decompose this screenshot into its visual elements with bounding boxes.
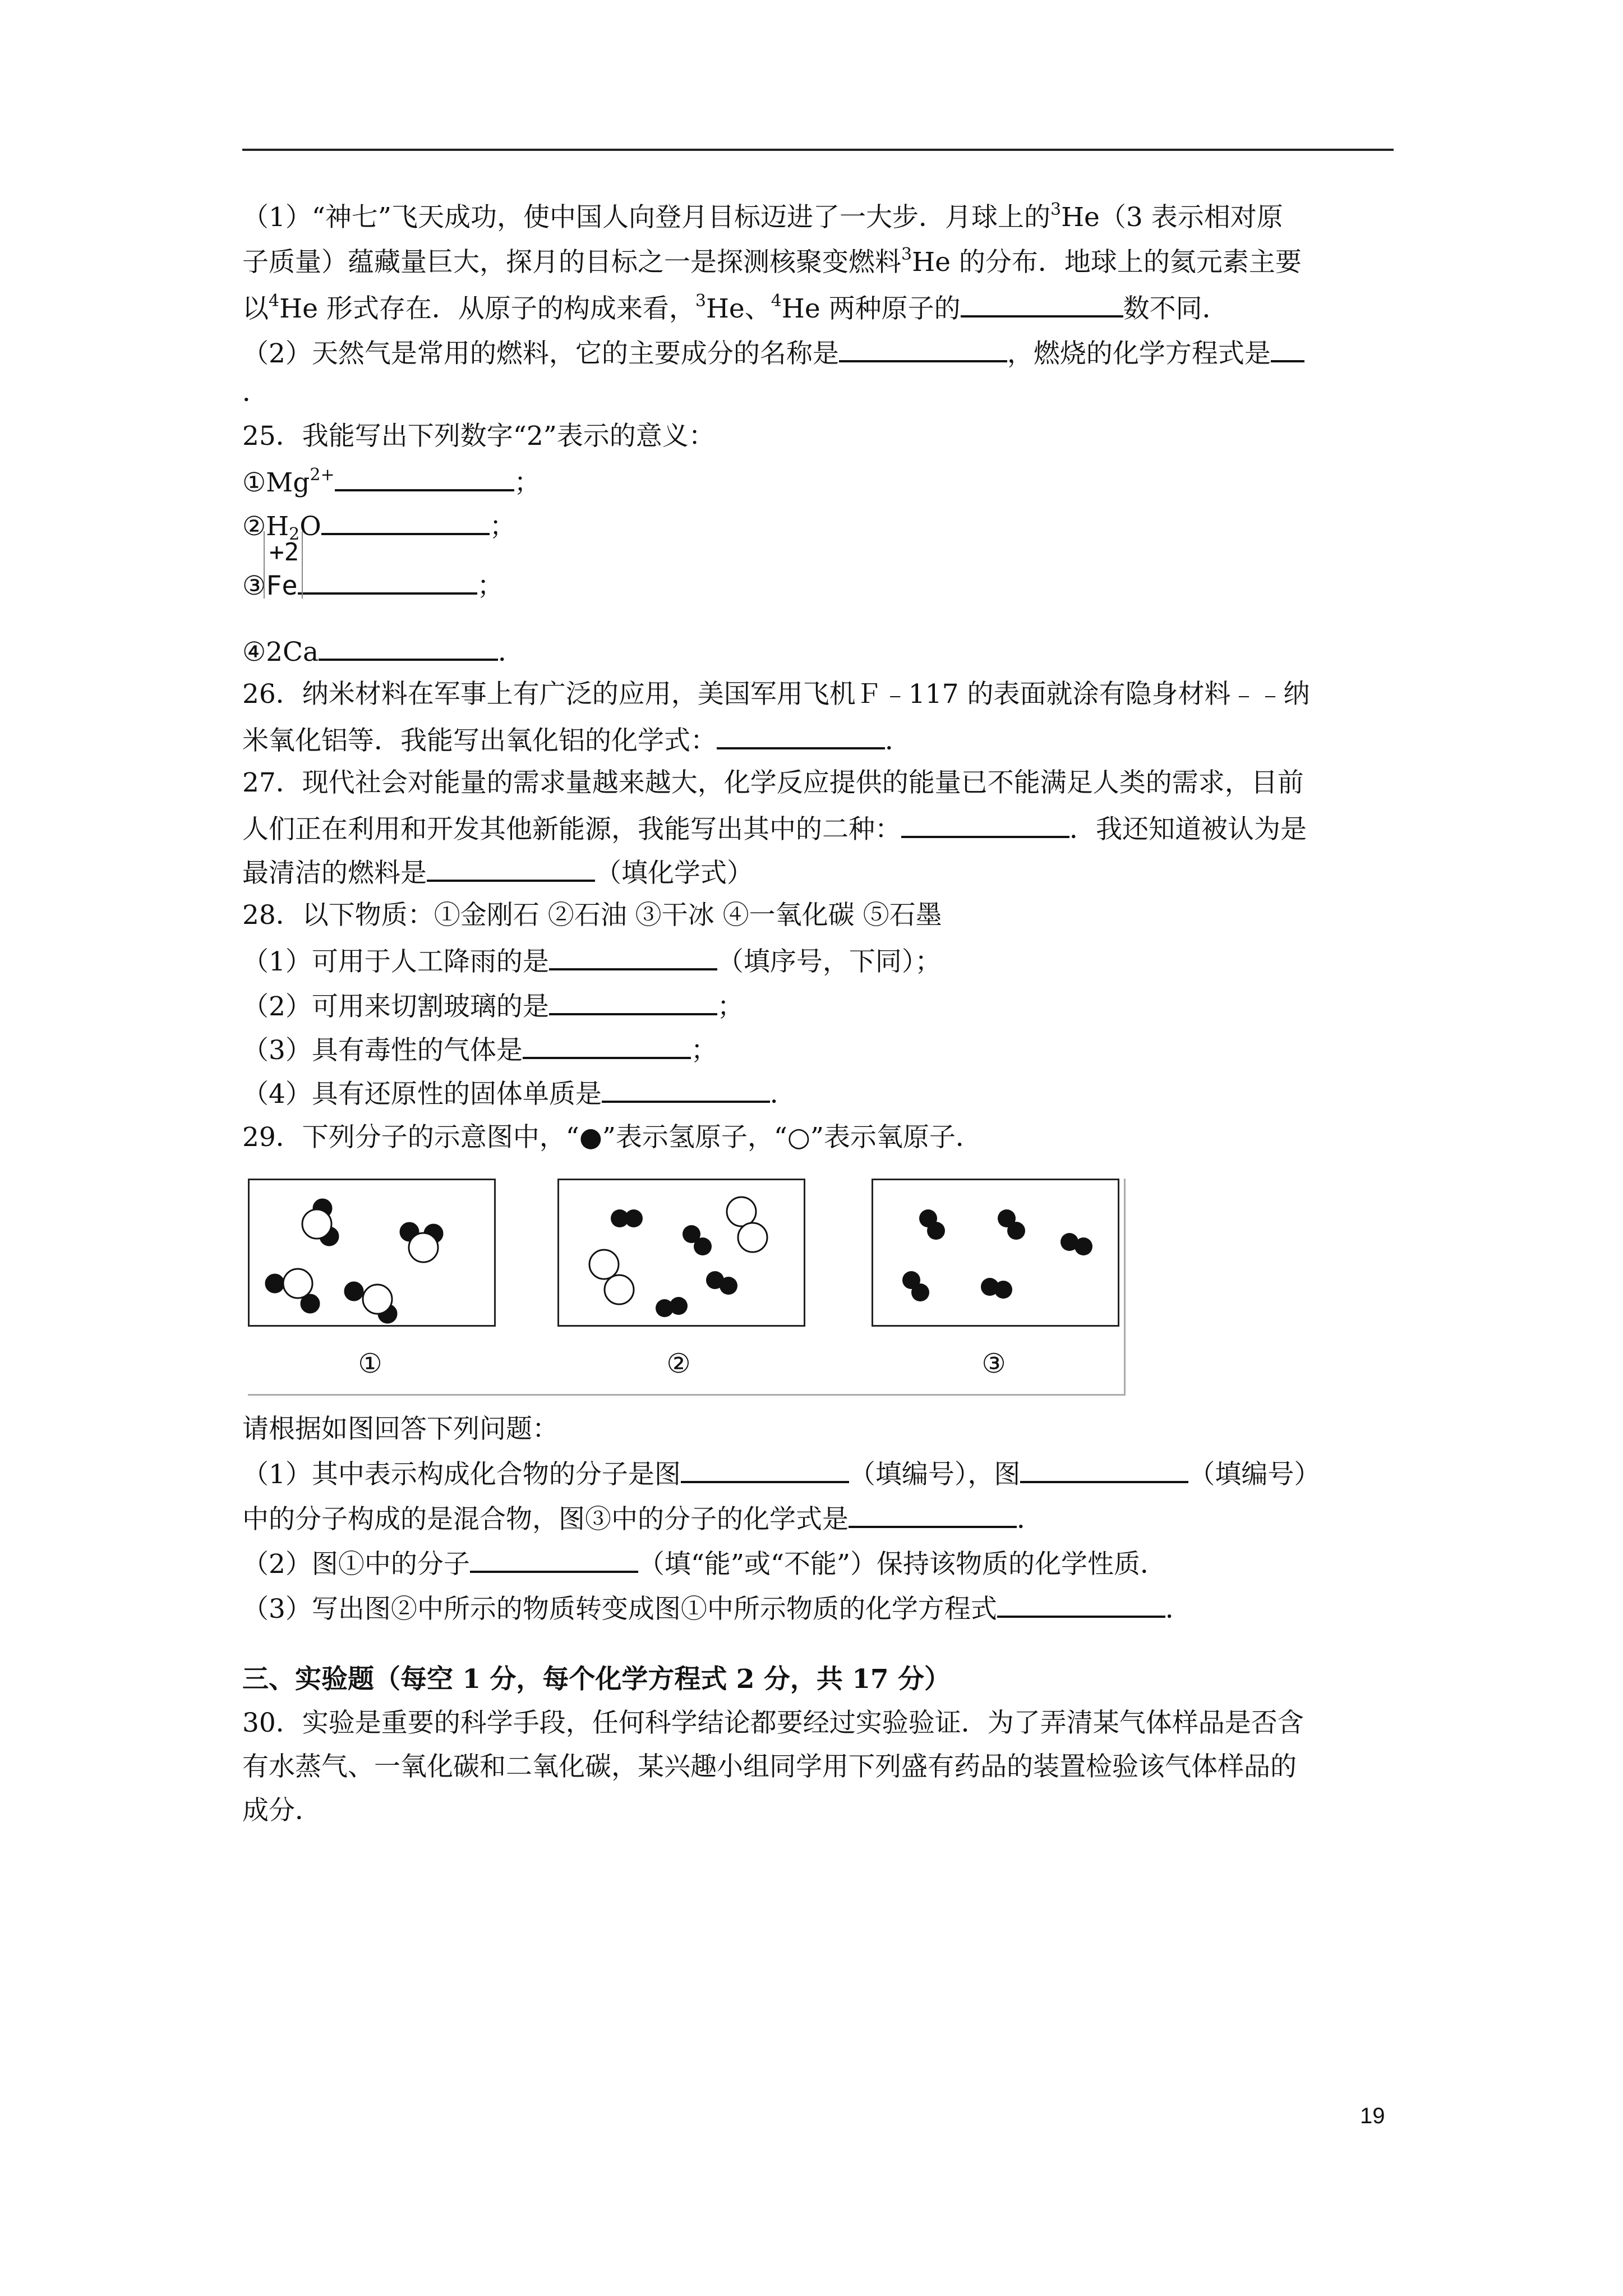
answer-blank[interactable] [319, 633, 498, 661]
q29-sub-1-line1: （1）其中表示构成化合物的分子是图 （填编号），图 （填编号） [242, 1455, 1320, 1493]
answer-blank[interactable] [961, 289, 1123, 318]
hydrogen-molecule [656, 1297, 688, 1317]
q28-sub-3: （3）具有毒性的气体是 ； [242, 1031, 717, 1069]
oxygen-molecule [727, 1197, 767, 1252]
header-rule [242, 149, 1394, 151]
answer-blank[interactable] [321, 507, 490, 535]
hydrogen-molecule [919, 1209, 945, 1240]
answer-blank[interactable] [849, 1500, 1017, 1528]
q26-line2: 米氧化铝等．我能写出氧化铝的化学式： ． [242, 721, 911, 759]
answer-blank[interactable] [602, 1075, 770, 1103]
answer-blank[interactable] [298, 567, 477, 595]
page-number: 19 [1360, 2104, 1385, 2128]
hydrogen-molecule [981, 1278, 1012, 1299]
water-molecule [266, 1269, 319, 1313]
q29-sub-2: （2）图①中的分子 （填“能”或“不能”）保持该物质的化学性质． [242, 1545, 1166, 1582]
answer-blank[interactable] [1271, 334, 1304, 362]
answer-blank[interactable] [427, 854, 595, 882]
panel-1-molecules [250, 1180, 494, 1325]
q24-part2-line1: （2）天然气是常用的燃料，它的主要成分的名称是 ，燃烧的化学方程式是 [242, 334, 1304, 372]
q25-item-4: ④2Ca ． [242, 633, 524, 670]
q29-prompt: 请根据如图回答下列问题： [242, 1414, 559, 1444]
answer-blank[interactable] [717, 721, 885, 749]
hydrogen-molecule [683, 1225, 712, 1255]
q28-sub-1: （1）可用于人工降雨的是 （填序号，下同）； [242, 942, 941, 980]
answer-blank[interactable] [549, 942, 717, 970]
molecule-diagram [248, 1179, 1127, 1397]
q25-stem: 25．我能写出下列数字“2”表示的意义： [242, 421, 715, 452]
hydrogen-molecule [1061, 1233, 1092, 1255]
q25-item-3: ③ +2 Fe ； [242, 567, 504, 604]
answer-blank[interactable] [335, 463, 514, 491]
water-molecule [302, 1199, 338, 1245]
answer-blank[interactable] [523, 1031, 691, 1059]
answer-blank[interactable] [1020, 1455, 1188, 1483]
hydrogen-molecule [902, 1271, 929, 1301]
q25-item-2: $②H_2O$ ； [242, 507, 516, 545]
q28-sub-2: （2）可用来切割玻璃的是 ； [242, 987, 744, 1025]
q29-sub-1-line2: 中的分子构成的是混合物，图③中的分子的化学式是 ． [242, 1500, 1043, 1538]
q29-stem: 29．下列分子的示意图中，“●”表示氢原子，“○”表示氧原子． [242, 1122, 982, 1153]
q27-line2: 人们正在利用和开发其他新能源，我能写出其中的二种： ．我还知道被认为是 [242, 810, 1307, 848]
panel-3-molecules [873, 1180, 1118, 1325]
figure-label-2: ② [666, 1348, 691, 1379]
panel-2 [557, 1179, 805, 1327]
answer-blank[interactable] [901, 810, 1069, 838]
q27-line3: 最清洁的燃料是 （填化学式） [242, 854, 753, 891]
q30-line3: 成分． [242, 1795, 321, 1826]
answer-blank[interactable] [997, 1590, 1165, 1618]
section-heading: 三、实验题（每空 1 分，每个化学方程式 2 分，共 17 分） [242, 1664, 951, 1695]
q28-stem: 28．以下物质：①金刚石 ②石油 ③干冰 ④一氧化碳 ⑤石墨 [242, 900, 942, 931]
answer-blank[interactable] [549, 987, 717, 1015]
q24-part1-line3: 以$^4$He 形式存在．从原子的构成来看，$^3$He、$^4$He 两种原子的 数不同． [242, 289, 1229, 327]
hydrogen-molecule [706, 1271, 737, 1295]
figure-label-3: ③ [981, 1348, 1006, 1379]
q30-line2: 有水蒸气、一氧化碳和二氧化碳，某兴趣小组同学用下列盛有药品的装置检验该气体样品的 [242, 1751, 1297, 1782]
q24-part2-line2: ． [242, 377, 269, 408]
panel-3 [872, 1179, 1119, 1327]
panel-2-molecules [559, 1180, 804, 1325]
answer-blank[interactable] [839, 334, 1007, 362]
oxygen-molecule [589, 1250, 634, 1304]
hydrogen-molecule [998, 1209, 1025, 1240]
q30-line1: 30．实验是重要的科学手段，任何科学结论都要经过实验验证．为了弄清某气体样品是否含 [242, 1708, 1304, 1738]
water-molecule [400, 1223, 442, 1262]
q24-part1-line1: （1）“神七”飞天成功，使中国人向登月目标迈进了一大步．月球上的$^3$He（3 表示相对原 [242, 200, 1283, 233]
answer-blank[interactable] [470, 1545, 638, 1573]
valence-symbol: +2 Fe [266, 568, 298, 604]
panel-1 [248, 1179, 496, 1327]
water-molecule [345, 1282, 396, 1323]
q28-sub-4: （4）具有还原性的固体单质是 ． [242, 1075, 796, 1112]
q24-part1-line2: 子质量）蕴藏量巨大，探月的目标之一是探测核聚变燃料$^3$He 的分布．地球上的氦元素主要 [242, 245, 1302, 278]
q27-line1: 27．现代社会对能量的需求量越来越大，化学反应提供的能量已不能满足人类的需求，目前 [242, 767, 1304, 798]
q25-item-1: $①Mg^{2+}$ ； [242, 463, 541, 501]
q29-sub-3: （3）写出图②中所示的物质转变成图①中所示物质的化学方程式 ． [242, 1590, 1192, 1627]
answer-blank[interactable] [681, 1455, 849, 1483]
q26-line1: 26．纳米材料在军事上有广泛的应用，美国军用飞机Ｆ﹣117 的表面就涂有隐身材料﹣﹣纳 [242, 679, 1310, 710]
figure-label-1: ① [358, 1348, 382, 1379]
hydrogen-molecule [611, 1209, 643, 1227]
